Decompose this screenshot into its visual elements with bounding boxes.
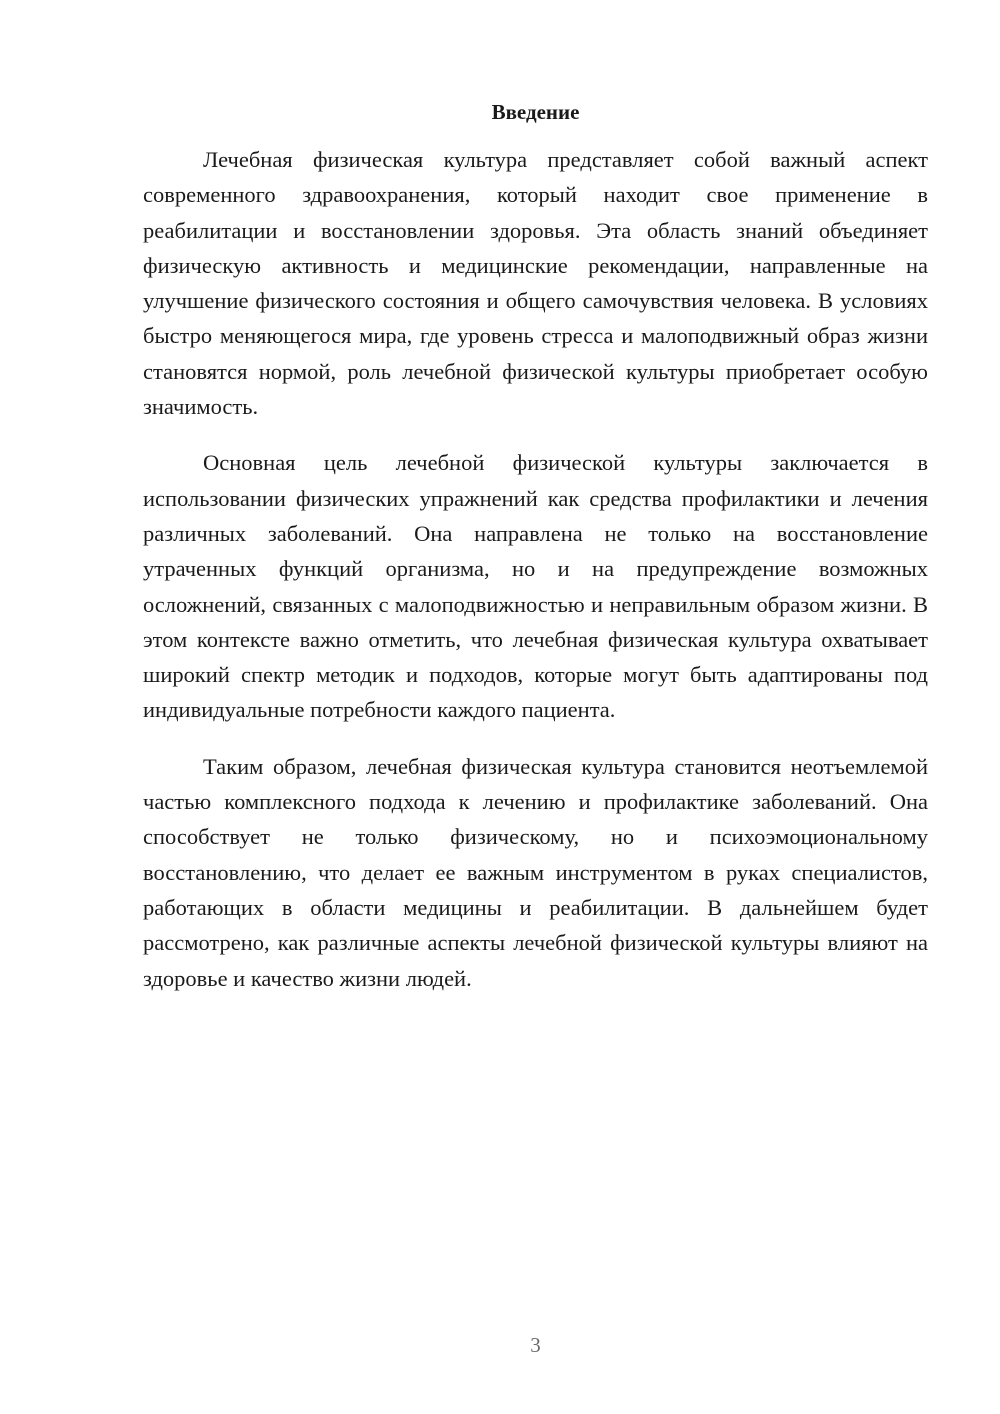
- page-title: Введение: [491, 100, 580, 124]
- paragraph-2: Основная цель лечебной физической культуры заключается в использовании физических упражнений как средства профилактики и лечения различных заболеваний. Она направлена не только на восстановление утраченных функций организма, но и на предупреждение возможных осложнений, связанных с малоподвижностью и неправильным образом жизни. В этом контексте важно отметить, что лечебная физическая культура охватывает широкий спектр методик и подходов, которые могут быть адаптированы под индивидуальные потребности каждого пациента.: [143, 450, 928, 723]
- body-text: [143, 142, 928, 1017]
- paragraph-1: Лечебная физическая культура представляет собой важный аспект современного здравоохранения, который находит свое применение в реабилитации и восстановлении здоровья. Эта область знаний объединяет физическую активность и медицинские рекомендации, направленные на улучшение физического состояния и общего самочувствия человека. В условиях быстро меняющегося мира, где уровень стресса и малоподвижный образ жизни становятся нормой, роль лечебной физической культуры приобретает особую значимость.: [143, 147, 928, 420]
- page-number: 3: [530, 1333, 541, 1357]
- paragraph-3: Таким образом, лечебная физическая культура становится неотъемлемой частью комплексного подхода к лечению и профилактике заболеваний. Она способствует не только физическому, но и психоэмоциональному восстановлению, что делает ее важным инструментом в руках специалистов, работающих в области медицины и реабилитации. В дальнейшем будет рассмотрено, как различные аспекты лечебной физической культуры влияют на здоровье и качество жизни людей.: [143, 753, 928, 991]
